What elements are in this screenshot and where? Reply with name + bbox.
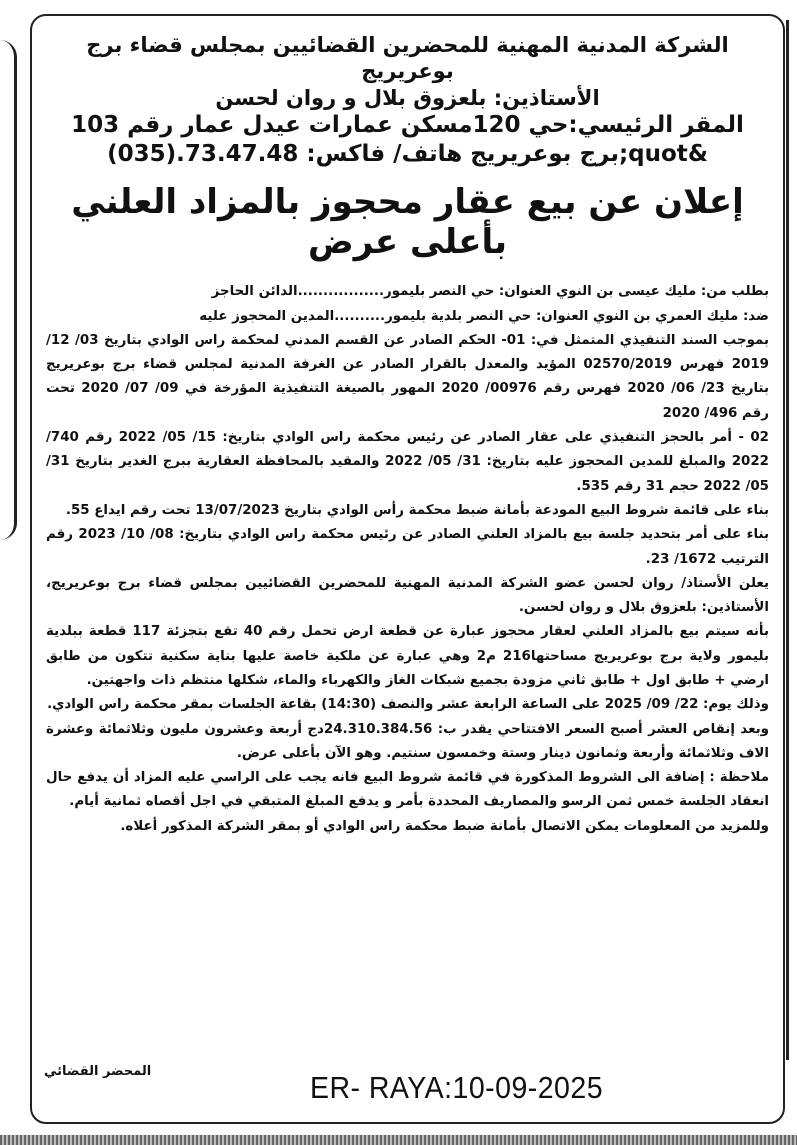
adjacent-column-edge-right xyxy=(786,20,797,1060)
paragraph-contact: وللمزيد من المعلومات يمكن الاتصال بأمانة ضبط محكمة راس الوادي أو بمقر الشركة المذكور أعلاه. xyxy=(120,818,769,834)
signature: المحضر القضائي xyxy=(44,1064,152,1079)
header-block xyxy=(32,16,783,168)
phone-fax: &quot;برج بوعريريج هاتف/ فاكس: 73.47.48.(035) xyxy=(107,140,708,167)
adjacent-column-edge xyxy=(0,40,17,540)
notice-title: إعلان عن بيع عقار محجوز بالمزاد العلني بأعلى عرض xyxy=(71,182,744,263)
headquarters-address: المقر الرئيسي:حي 120مسكن عمارات عيدل عمار رقم 103 xyxy=(71,111,744,138)
paragraph-price: وبعد إنقاص العشر أصبح السعر الافتتاحي يقدر ب: 24.310.384.56دج أربعة وعشرون مليون وثلاثمائة وعشرة الاف وثلاثمائة وأربعة وثمانون دينار وستة وخمسون سنتيم. وهو الآن بأعلى عرض. xyxy=(46,721,769,761)
paragraph-seizure-order: 02 - أمر بالحجز التنفيذي على عقار الصادر عن رئيس محكمة راس الوادي بتاريخ: 15/ 05/ 2022 رقم 740/ 2022 والمبلغ للمدين المحجوز عليه بتاريخ: 31/ 05/ 2022 والمقيد بالمحافظة العقارية ببرج الغدير بتاريخ 31/ 05/ 2022 حجم 31 رقم 535. xyxy=(46,430,769,494)
notice-body xyxy=(32,280,783,839)
bottom-border xyxy=(0,1135,797,1145)
company-name: الشركة المدنية المهنية للمحضرين القضائيين بمجلس قضاء برج بوعريريج xyxy=(86,33,729,84)
paragraph-requester: بطلب من: مليك عيسى بن النوي العنوان: حي النصر بليمور.................الدائن الحاجز xyxy=(211,284,769,300)
bailiffs-names: الأستاذين: بلعزوق بلال و روان لحسن xyxy=(215,85,600,110)
paragraph-property: بأنه سيتم بيع بالمزاد العلني لعقار محجوز عبارة عن قطعة ارض تحمل رقم 40 تقع بتجزئة 117 قطعة ببلدية بليمور ولاية برج بوعريريج مساحتها216 م2 وهي عبارة عن ملكية خاصة عليها بناية سكنية تتكون من طابق ارضي + طابق اول + طابق ثاني مزودة بجميع شبكات الغاز والكهرباء والماء، شكلها منتظم ذات واجهتين. xyxy=(46,624,769,688)
paragraph-announcer: يعلن الأستاذ/ روان لحسن عضو الشركة المدنية المهنية للمحضرين القضائيين بمجلس قضاء برج بوعريريج، الأستاذين: بلعزوق بلال و روان لحسن. xyxy=(46,575,769,616)
publication-footer: ER- RAYA:10-09-2025 xyxy=(310,1070,604,1105)
paragraph-session-order: بناء على أمر بتحديد جلسة بيع بالمزاد العلني الصادر عن رئيس محكمة راس الوادي بتاريخ: 08/ 10/ 2023 رقم الترتيب 1672/ 23. xyxy=(46,527,770,567)
paragraph-debtor: ضد: مليك العمري بن النوي العنوان: حي النصر بلدية بليمور..........المدين المحجوز عليه xyxy=(199,308,769,324)
paragraph-conditions-list: بناء على قائمة شروط البيع المودعة بأمانة ضبط محكمة رأس الوادي بتاريخ 13/07/2023 تحت رقم ايداع 55. xyxy=(65,502,769,518)
paragraph-enforcement-title: بموجب السند التنفيذي المتمثل في: 01- الحكم الصادر عن القسم المدني لمحكمة راس الوادي بتاريخ 03/ 12/ 2019 فهرس 02570/2019 المؤيد والمعدل بالقرار الصادر عن الغرفة المدنية لمجلس قضاء برج بوعريريج بتاريخ 23/ 06/ 2020 فهرس رقم 00976/ 2020 المهور بالصيغة التنفيذية المؤرخة في 09/ 07/ 2020 تحت رقم 496/ 2020 xyxy=(46,332,770,421)
notice-frame xyxy=(30,14,785,1124)
paragraph-date: وذلك يوم: 22/ 09/ 2025 على الساعة الرابعة عشر والنصف (14:30) بقاعة الجلسات بمقر محكمة راس الوادي. xyxy=(47,697,769,713)
paragraph-note: ملاحظة : إضافة الى الشروط المذكورة في قائمة شروط البيع فانه يجب على الراسي عليه المزاد أن يدفع حال انعقاد الجلسة خمس ثمن الرسو والمصاريف المحددة بأمر و يدفع المبلغ المتبقي في اجل أقصاه ثمانية أيام. xyxy=(46,770,769,810)
